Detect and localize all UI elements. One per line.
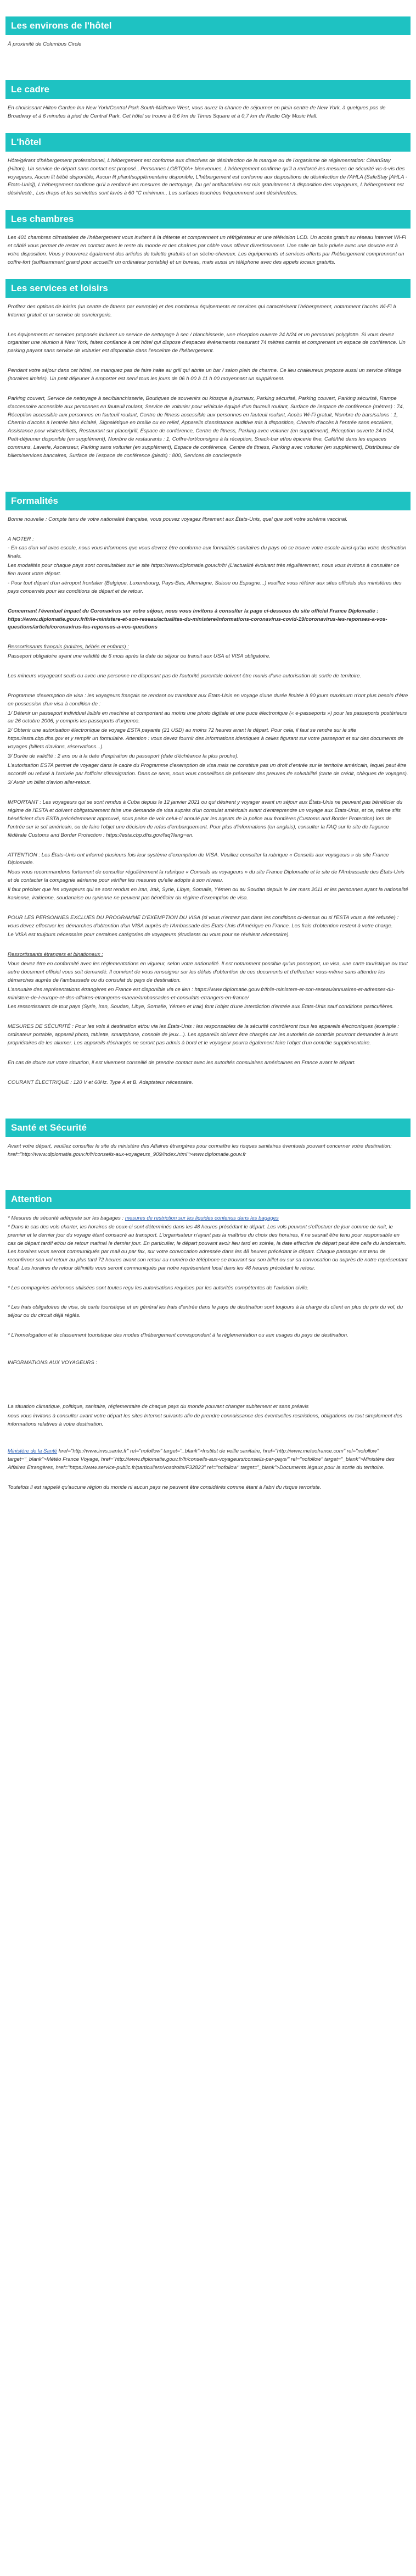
services-p1: Profitez des options de loisirs (un centre de fitness par exemple) et des nombreux équipements et services qui caractérisent l'hébergement, notamment l'accès Wi-Fi à Internet gratuit et un service de conciergerie. [8, 303, 396, 318]
environs-text: À proximité de Columbus Circle [8, 41, 82, 48]
formalites-important: IMPORTANT : Les voyageurs qui se sont rendus à Cuba depuis le 12 janvier 2021 ou qui désirent y voyager avant un séjour aux États-Unis ne peuvent pas bénéficier du régime de l'ESTA et doivent obligatoirement faire une demande de visa auprès d'un consulat américain avant d'entreprendre un voyage aux États-Unis, et ce, même s'ils bénéficient d'un ESTA précédemment approuvé, sous peine de voir celui-ci annulé par les agents de la police aux frontières (Customs and Border Protection) lors de l'entrée sur le sol américain, ou de faire l'objet une décision de refus d'embarquement. Pour plus d'informations (en anglais), consulter la FAQ sur le site de l'agence fédérale Customs and Border Protection : https://esta.cbp.dhs.gov/faq?lang=en. [8, 799, 403, 838]
formalites-covid [8, 608, 408, 632]
section-hotel [5, 157, 411, 198]
services-p3: Pendant votre séjour dans cet hôtel, ne manquez pas de faire halte au grill qui abrite un bar / salon plein de charme. Ce lieu chaleureux propose aussi un service d'étage (horaires limités). Un petit déjeuner à emporter est servi tous les jours de 06 h 00 à 11 h 00 moyennant un supplément. [8, 368, 402, 382]
section-chambres [5, 234, 411, 266]
section-attention [5, 1215, 411, 1340]
formalites-attention-usa: ATTENTION : Les États-Unis ont informé plusieurs fois leur système d'exemption de VISA. Veuillez consulter la rubrique « Conseils aux voyageurs » du site France Diplomatie. [8, 852, 389, 866]
section-environs [5, 41, 411, 49]
section-services [5, 303, 411, 460]
section-title-hotel: L'hôtel [5, 133, 411, 152]
section-title-sante: Santé et Sécurité [5, 1119, 411, 1137]
attention-p1 [8, 1215, 408, 1223]
section-title-formalites: Formalités [5, 492, 411, 510]
formalites-attention-usa-2: Nous vous recommandons fortement de consulter régulièrement la rubrique « Conseils au voyageurs » du site France Diplomatie et le site de l'Ambassade des États-Unis et de contacter la compagnie aérienne pour vérifier les mesures qu'elle adopte à son niveau. [8, 869, 404, 884]
formalites-covid-text: Concernant l'éventuel impact du Coronavirus sur votre séjour, nous vous invitons à consulter la page ci-dessous du site officiel France Diplomatie : https://www.diplomatie.gouv.fr/fr/le-ministere-et-son-reseau/actualites-du-ministere/informations-coronavirus-covid-19/coronavirus-les-reponses-a-vos-questions/article/coronavirus-les-reponses-a-vos-questions [8, 608, 387, 631]
formalites-attention-usa-3: Il faut préciser que les voyageurs qui se sont rendus en Iran, Irak, Syrie, Libye, Somalie, Yémen ou au Soudan depuis le 1er mars 2011 et les personnes ayant la nationalité iranienne, irakienne, soudanaise ou syrienne ne peuvent pas bénéficier du régime d'exemption de visa. [8, 886, 408, 901]
attention-p3: * Les compagnies aériennes utilisées sont toutes reçu les autorisations requises par les autorités compétentes de l'aviation civile. [8, 1284, 309, 1291]
services-p4: Parking couvert, Service de nettoyage à sec/blanchisserie, Boutiques de souvenirs ou kiosque à journaux, Parking sécurisé, Parking couvert, Parking sécurisé, Rampe d'accessoire accessible aux personnes en fauteuil roulant, Service de voiturier pour véhicule équipé d'un fauteuil roulant, Surface de l'espace de conférence (mètres) : 74, Réception accessible aux personnes en fauteuil roulant, Centre de fitness accessible aux personnes en fauteuil roulant, Accès Wi-Fi gratuit, Nombre de bars/salons : 1, Chemin d'accès à l'entrée bien éclairé, Signalétique en braille ou en relief, Appareils d'assistance auditive mis à disposition, Chemin d'accès à l'entrée sans escaliers, Assistance pour visites/billets, Restaurant sur place/grill, Espace de conférence, Centre de fitness, Parking avec voiturier (en supplément), Réception ouverte 24 h/24, Petit-déjeuner disponible (en supplément), Nombre de restaurants : 1, Coffre-fort/consigne à la réception, Snack-bar et/ou épicerie fine, Café/thé dans les espaces communs, Laverie, Ascenseur, Parking sans voiturier (en supplément), Espace de conférence, Centre de fitness, Parking avec voiturier (en supplément), Distributeur de billets/services bancaires, Surface de l'espace de conférence (pieds) : 800, Services de conciergerie [8, 395, 404, 459]
section-title-services: Les services et loisirs [5, 279, 411, 298]
formalites-mineurs: Les mineurs voyageant seuls ou avec une personne ne disposant pas de l'autorité parentale doivent être munis d'une autorisation de sortie de territoire. [8, 672, 362, 679]
section-infos [5, 1359, 411, 1492]
section-title-chambres: Les chambres [5, 210, 411, 229]
formalites-note-1: - En cas d'un vol avec escale, nous vous informons que vous devrez être conforme aux formalités sanitaires du pays où se trouve votre escale ainsi qu'au votre destination finale. [8, 545, 407, 560]
section-sante [5, 1143, 411, 1159]
formalites-visa-5: 3/ Avoir un billet d'avion aller-retour. [8, 780, 91, 786]
formalites-visa-2: 2/ Obtenir une autorisation électronique de voyage ESTA payante (21 USD) au moins 72 heures avant le départ. Pour cela, il faut se rendre sur le site https://esta.cbp.dhs.gov et y remplir un formulaire. Attention : vous devez fournir des informations identiques à celles figurant sur votre passeport et sur des documents de voyages (billets d'avions, réservations...). [8, 727, 404, 750]
formalites-ressortissants-title: Ressortissants français (adultes, bébés et enfants) : [8, 644, 129, 650]
infos-footer: Toutefois il est rappelé qu'aucune région du monde ni aucun pays ne peuvent être considérés comme étant à l'abri du risque terroriste. [8, 1484, 322, 1490]
formalites-hors-programme-2: Le VISA est toujours nécessaire pour certaines catégories de voyageurs (étudiants ou vous pour se révèlent nécessaire). [8, 932, 290, 938]
formalites-note-title: A NOTER : [8, 536, 34, 542]
section-cadre [5, 104, 411, 121]
attention-p4: * Les frais obligatoires de visa, de carte touristique et en général les frais d'entrée dans le pays de destination sont toujours à la charge du client en plus du prix du vol, du séjour ou du circuit déjà réglés. [8, 1304, 403, 1319]
formalites-note-3: - Pour tout départ d'un aéroport frontalier (Belgique, Luxembourg, Pays-Bas, Allemagne, Suisse ou Espagne...) veuillez vous référer aux sites officiels des ministères des pays concernés pour les conditions de départ et de retour. [8, 580, 402, 594]
formalites-etrangers-title: Ressortissants étrangers et binationaux : [8, 952, 103, 958]
ministere-sante-link[interactable]: Ministère de la Santé [8, 1448, 58, 1455]
attention-p2: * Dans le cas des vols charter, les horaires de ceux-ci sont déterminés dans les 48 heures précédant le départ. Les vols peuvent s'effectuer de jour comme de nuit, le premier et le dernier jour du voyage étant consacré au transport. L'organisateur n'ayant pas la maîtrise du choix des horaires, il ne saurait être tenu pour responsable en cas de départ tardif et/ou de retour matinal le dernier jour. En particulier, le départ pouvant avoir lieu tard en soirée, la date effective de départ peut être celle du lendemain. Les horaires vous seront communiqués par mail ou par fax, sur votre convocation adressée dans les 48 heures précédant le départ. Chaque passager est tenu de reconfirmer son vol retour au plus tard 72 heures avant son retour au numéro de téléphone se trouvant sur son billet ou sur sa convocation ou auprès de notre représentant local. Les horaires de retour définitifs vous seront communiqués par notre représentant local dans les 48 heures précédant le retour. [8, 1224, 408, 1271]
hotel-text: Hôte/gérant d'hébergement professionnel, L'hébergement est conforme aux directives de désinfection de la marque ou de l'organisme de réglementation: CleanStay (Hilton), Un service de départ sans contact est proposé., Personnes LGBTQIA+ bienvenues, L'hébergement confirme qu'il a renforcé les mesures de sécurité vis-à-vis des voyageurs, Aucun lit bébé disponible, Aucun lit pliant/supplémentaire disponible, L'hébergement est conforme aux dispositions de désinfection de l'AHLA (SafeStay [AHLA - États-Unis]), L'hébergement confirme qu'il a renforcé les mesures de nettoyage, Du gel antibactérien est mis gratuitement à disposition des voyageurs, L'hébergement est désinfecté., Les draps et les serviettes sont lavés à 60 °C minimum., Les surfaces touchées fréquemment sont désinfectées. [8, 157, 408, 197]
infos-title: INFORMATIONS AUX VOYAGEURS : [8, 1359, 98, 1366]
sante-text: Avant votre départ, veuillez consulter le site du ministère des Affaires étrangères pour connaître les risques sanitaires éventuels pouvant concerner votre destination: href="http://www.diplomatie.gouv.fr/fr/conseils-aux-voyageurs_909/index.html">www.diplomatie.gouv.fr [8, 1143, 392, 1158]
infos-p2: nous vous invitons à consulter avant votre départ les sites Internet suivants afin de prendre connaissance des éventuelles restrictions, obligations ou tout simplement des informations relatives à votre destination. [8, 1412, 402, 1427]
formalites-courant: COURANT ÉLECTRIQUE : 120 V et 60Hz. Type A et B. Adaptateur nécessaire. [8, 1079, 193, 1086]
formalites-intro: Bonne nouvelle : Compte tenu de votre nationalité française, vous pouvez voyagez librement aux États-Unis, quel que soit votre schéma vaccinal. [8, 516, 348, 522]
section-formalites [5, 516, 411, 1087]
services-p2: Les équipements et services proposés incluent un service de nettoyage à sec / blanchisserie, une réception ouverte 24 h/24 et un personnel polyglotte. Si vous devez organiser une réunion à New York, faites confiance à cet hôtel qui dispose d'espaces événements mesurant 74 mètres carrés et comprenant un espace de conférence. Un parking payant sans service de voiturier est disponible dans l'enceinte de l'hébergement. [8, 331, 406, 354]
liquids-restriction-link[interactable]: mesures de restriction sur les liquides contenus dans les bagages [125, 1215, 279, 1221]
cadre-text: En choisissant Hilton Garden Inn New York/Central Park South-Midtown West, vous aurez la chance de séjourner en plein centre de New York, à quelques pas de Broadway et à 6 minutes à pied de Central Park. Cet hôtel se trouve à 0,6 km de Times Square et à 0,7 km de Radio City Music Hall. [8, 105, 386, 119]
formalites-etrangers-text-3: Les ressortissants de tout pays (Syrie, Iran, Soudan, Libye, Somalie, Yémen et Irak) font l'objet d'une interdiction d'entrée aux États-Unis sauf conditions particulières. [8, 1004, 394, 1010]
formalites-visa-programme: Programme d'exemption de visa : les voyageurs français se rendant ou transitant aux États-Unis en voyage d'une durée limitée à 90 jours maximum n'ont plus besoin d'être en possession d'un visa à condition de : [8, 692, 408, 707]
infos-links-text: href="http://www.invs.sante.fr" rel="nofollow" target="_blank">Institut de veille sanitaire, href="http://www.meteofrance.com" rel="nofollow" target="_blank">Météo France Voyage, href="http://www.diplomatie.gouv.fr/fr/conseils-aux-voyageurs/conseils-par-pays/" rel="nofollow" target="_blank">Ministère des Affaires Etrangères, href="https://www.service-public.fr/particuliers/vosdroits/F32823" rel="nofollow" target="_blank">Documents légaux pour la sortie du territoire. [8, 1448, 395, 1471]
formalites-ressortissants-text: Passeport obligatoire ayant une validité de 6 mois après la date du séjour ou transit aux USA et VISA obligatoire. [8, 653, 271, 660]
infos-p1: La situation climatique, politique, sanitaire, réglementaire de chaque pays du monde pouvant changer subitement et sans préavis [8, 1403, 309, 1410]
formalites-visa-3: 3/ Durée de validité : 2 ans ou à la date d'expiration du passeport (date d'échéance la plus proche). [8, 753, 239, 759]
infos-links [8, 1448, 408, 1472]
chambres-text: Les 401 chambres climatisées de l'hébergement vous invitent à la détente et comprennent un réfrigérateur et une télévision LCD. Un accès gratuit au réseau Internet Wi-Fi et câblé vous permet de rester en contact avec le reste du monde et des chaînes par câble vous offrent divertissement. Une salle de bain privée avec une douche est à votre disposition. Vous y trouverez également des articles de toilette gratuits et un sèche-cheveux. Les équipements et services offerts par l'hébergement comprennent un coffre-fort (suffisamment grand pour accueillir un ordinateur portable) et un bureau, mais aussi un téléphone avec des appels locaux gratuits. [8, 235, 406, 265]
page-content [0, 16, 416, 1519]
attention-p1-text: * Mesures de sécurité adéquate sur les bagages : [8, 1215, 124, 1221]
formalites-hors-programme: POUR LES PERSONNES EXCLUES DU PROGRAMME D'EXEMPTION DU VISA (si vous n'entrez pas dans les conditions ci-dessus ou si l'ESTA vous a été refusée) : vous devez effectuer les démarches d'obtention d'un VISA auprès de l'Ambassade des États-Unis d'Amérique en France. Les frais d'obtention restent à votre charge. [8, 914, 399, 929]
formalites-visa-4: L'autorisation ESTA permet de voyager dans le cadre du Programme d'exemption de visa mais ne constitue pas un droit d'entrée sur le territoire américain, lequel peut être accordé ou refusé à l'arrivée par l'officier d'immigration. Dans ce sens, nous vous conseillons de présenter des preuves de solvabilité (carte de crédit, chèques de voyages). [8, 762, 408, 777]
formalites-mesures: MESURES DE SÉCURITÉ : Pour les vols à destination et/ou via les États-Unis : les responsables de la sécurité contrôleront tous les appareils électroniques (exemple : ordinateur portable, appareil photo, tablette, smartphone, console de jeux...). Les appareils doivent être chargés car les autorités de contrôle pourront demander à leurs propriétaires de les allumer. Les appareils déchargés ne seront pas admis à bord et le voyageur pourra également faire l'objet d'un contrôle supplémentaire. [8, 1023, 399, 1047]
formalites-etrangers-text: Vous devez être en conformité avec les réglementations en vigueur, selon votre nationalité. Il est notamment possible qu'un passeport, un visa, une carte touristique ou tout autre document officiel vous soit demandé. Il convient de vous renseigner sur les délais d'obtention de ces documents et d'effectuer vous-même sans attendre les démarches auprès de l'ambassade ou du consulat du pays de destination. [8, 961, 408, 983]
formalites-ressortissants [8, 643, 408, 652]
formalites-mesures-2: En cas de doute sur votre situation, il est vivement conseillé de prendre contact avec les autorités consulaires américaines en France avant le départ. [8, 1059, 356, 1066]
formalites-etrangers [8, 951, 408, 959]
formalites-etrangers-text-2: L'annuaire des représentations étrangères en France est disponible via ce lien : https://www.diplomatie.gouv.fr/fr/le-ministere-et-son-reseau/annuaires-et-adresses-du-ministere-de-l-europe-et-des-affaires-etrangeres-maeae/ambassades-et-consulats-etrangers-en-france/ [8, 986, 395, 1001]
section-title-cadre: Le cadre [5, 80, 411, 99]
formalites-note-2: Les modalités pour chaque pays sont consultables sur le site https://www.diplomatie.gouv.fr/fr/ (L'actualité évoluant très régulièrement, nous vous invitons à consulter ce lien avant votre départ. [8, 563, 400, 577]
section-title-attention: Attention [5, 1190, 411, 1209]
formalites-visa-1: 1/ Détenir un passeport individuel lisible en machine et comportant au moins une photo digitale et une puce électronique (« e-passeports ») pour les passeports postérieurs au 26 octobre 2006, y compris les passeports d'urgence. [8, 710, 407, 725]
attention-p5: * L'homologation et le classement touristique des modes d'hébergement correspondent à la réglementation ou aux usages du pays de destination. [8, 1332, 348, 1339]
section-title-environs: Les environs de l'hôtel [5, 16, 411, 35]
